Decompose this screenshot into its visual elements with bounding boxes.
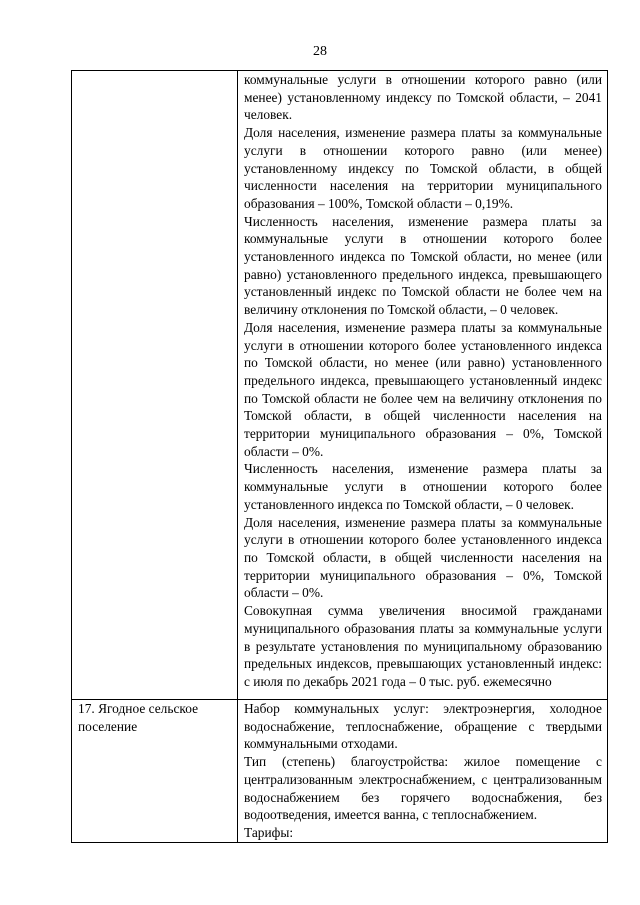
paragraph: коммунальные услуги в отношении которого равно (или менее) установленному индексу по Томской области, – 2041 человек. — [244, 72, 602, 123]
paragraph: Численность населения, изменение размера платы за коммунальные услуги в отношении которого более установленного индекса по Томской области, – 0 человек. — [244, 461, 602, 512]
municipality-name-cell: 17. Ягодное сельское поселение — [72, 700, 238, 843]
table-row — [72, 700, 608, 843]
paragraph: Набор коммунальных услуг: электроэнергия, холодное водоснабжение, теплоснабжение, обращение с твердыми коммунальными отходами. — [244, 701, 602, 752]
paragraph: Тарифы: — [244, 824, 294, 840]
municipality-table — [71, 70, 608, 843]
indicators-cell — [238, 700, 608, 843]
paragraph: Численность населения, изменение размера платы за коммунальные услуги в отношении которого более установленного индекса по Томской области, но менее (или равно) установленного предельного индекса, превышающего установленный индекс по Томской области не более чем на величину отклонения по Томской области, – 0 человек. — [244, 213, 602, 318]
table-row — [72, 71, 608, 700]
paragraph: Доля населения, изменение размера платы за коммунальные услуги в отношении которого равно (или менее) установленному индексу по Томской области, в общей численности населения на территории муниципального образования – 100%, Томской области – 0,19%. — [244, 125, 602, 211]
paragraph: Доля населения, изменение размера платы за коммунальные услуги в отношении которого более установленного индекса по Томской области, в общей численности населения на территории муниципального образования – 0%, Томской области – 0%. — [244, 514, 602, 601]
municipality-name-cell — [72, 71, 238, 700]
paragraph: Доля населения, изменение размера платы за коммунальные услуги в отношении которого более установленного индекса по Томской области, но менее (или равно) установленного предельного индекса, превышающего установленный индекс по Томской области не более чем на величину отклонения по Томской области, в общей численности населения на территории муниципального образования – 0%, Томской области – 0%. — [244, 319, 602, 459]
page-number: 28 — [313, 44, 327, 59]
paragraph: Тип (степень) благоустройства: жилое помещение с централизованным электроснабжением, с централизованным водоснабжением без горячего водоснабжения, без водоотведения, имеется ванна, с теплоснабжением. — [244, 754, 602, 823]
paragraph: Совокупная сумма увеличения вносимой гражданами муниципального образования платы за коммунальные услуги в результате установления по муниципальному образованию предельных индексов, превышающих установленный индекс: с июля по декабрь 2021 года – 0 тыс. руб. ежемесячно — [244, 603, 602, 689]
indicators-cell — [238, 71, 608, 700]
